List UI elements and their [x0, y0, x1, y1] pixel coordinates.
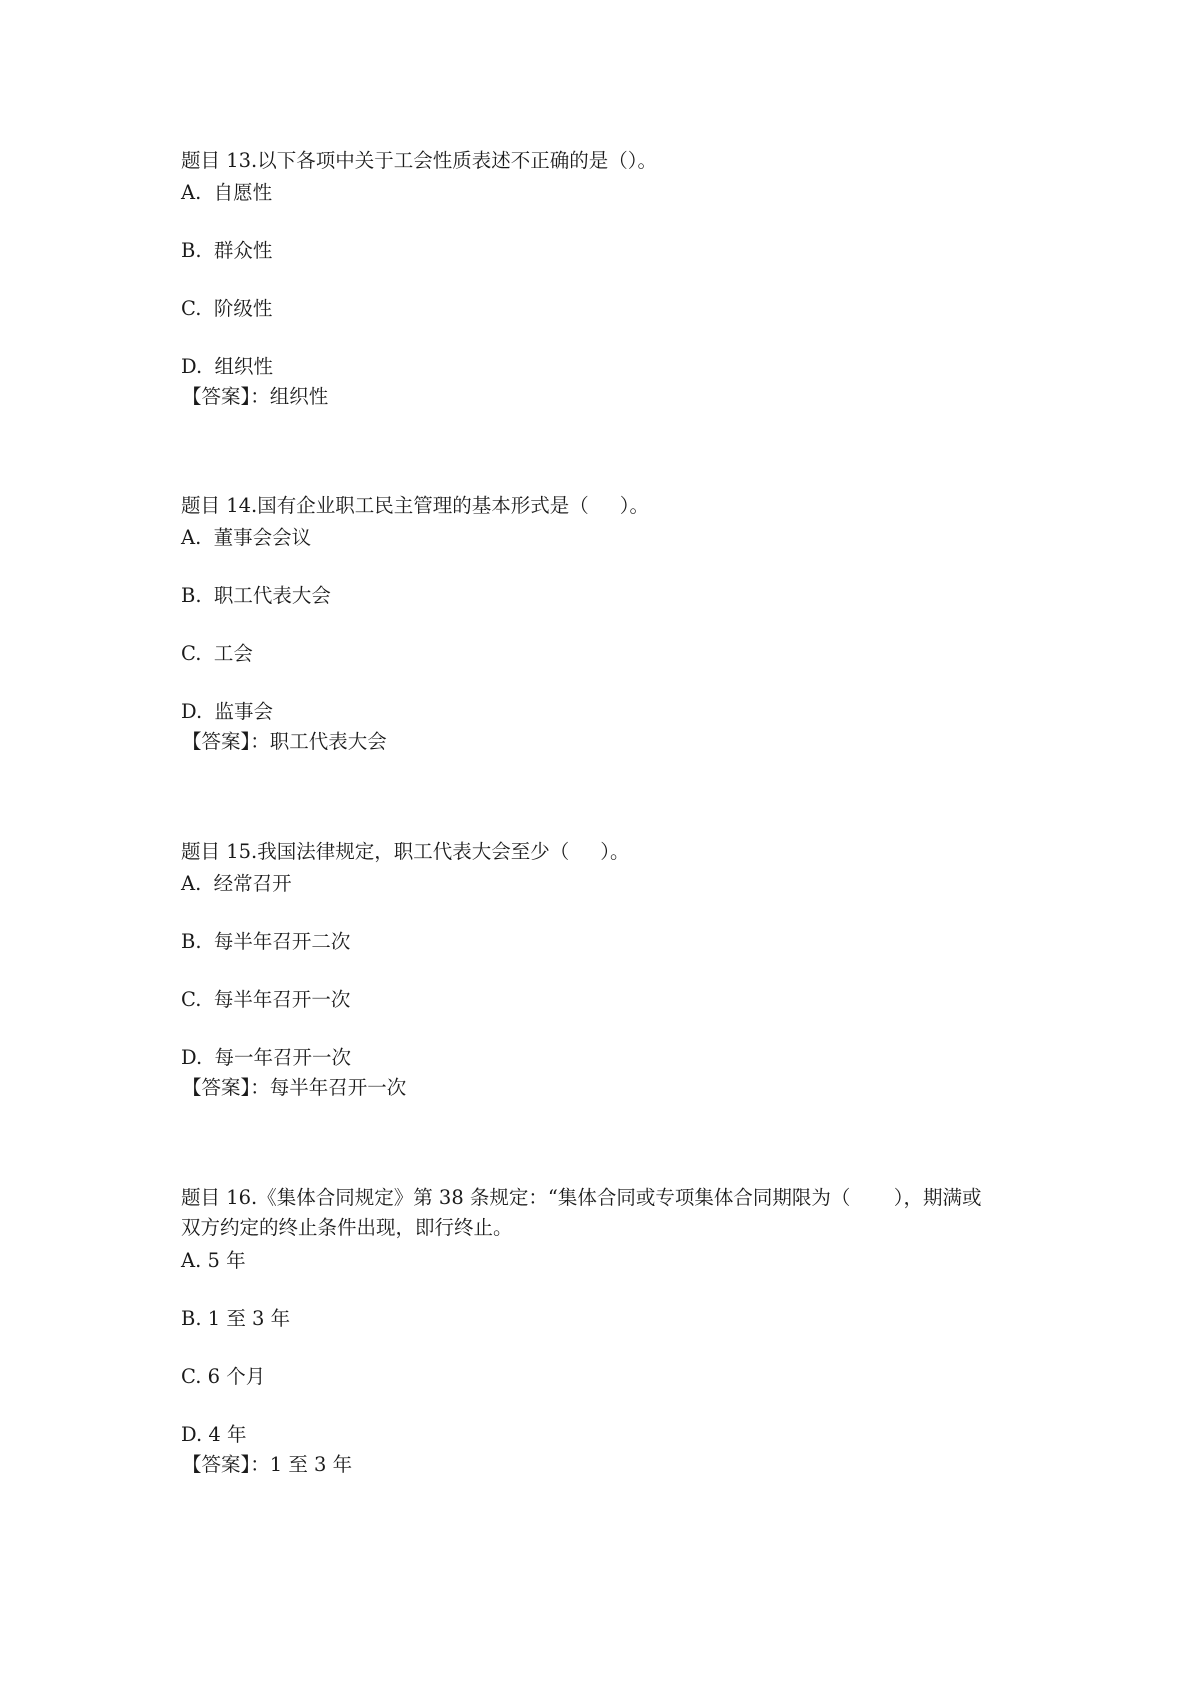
option-d: D. 组织性: [181, 355, 274, 378]
option-b: B. 每半年召开二次: [181, 930, 351, 953]
option-a: A. 5 年: [181, 1249, 246, 1272]
option-a: A. 董事会会议: [181, 526, 312, 549]
answer: 【答案】：1 至 3 年: [182, 1453, 353, 1476]
option-c: C. 阶级性: [181, 297, 273, 320]
option-b: B. 职工代表大会: [181, 584, 331, 607]
answer: 【答案】：组织性: [182, 385, 329, 408]
question-title-continued: 双方约定的终止条件出现，即行终止。: [181, 1216, 513, 1239]
option-c: C. 工会: [181, 642, 253, 665]
option-a: A. 自愿性: [181, 181, 273, 204]
option-c: C. 每半年召开一次: [181, 988, 351, 1011]
answer: 【答案】：每半年召开一次: [182, 1076, 407, 1099]
option-d: D. 4 年: [181, 1423, 247, 1446]
answer: 【答案】：职工代表大会: [182, 730, 387, 753]
option-d: D. 监事会: [181, 700, 274, 723]
option-a: A. 经常召开: [181, 872, 292, 895]
question-title: 题目 14.国有企业职工民主管理的基本形式是（ ）。: [181, 494, 649, 517]
question-title: 题目 13.以下各项中关于工会性质表述不正确的是（）。: [181, 149, 657, 172]
option-b: B. 群众性: [181, 239, 273, 262]
option-d: D. 每一年召开一次: [181, 1046, 352, 1069]
question-title: 题目 16.《集体合同规定》第 38 条规定：“集体合同或专项集体合同期限为（ ），期满或: [181, 1186, 982, 1209]
option-b: B. 1 至 3 年: [181, 1307, 291, 1330]
option-c: C. 6 个月: [181, 1365, 266, 1388]
question-title: 题目 15.我国法律规定，职工代表大会至少（ ）。: [181, 840, 630, 863]
